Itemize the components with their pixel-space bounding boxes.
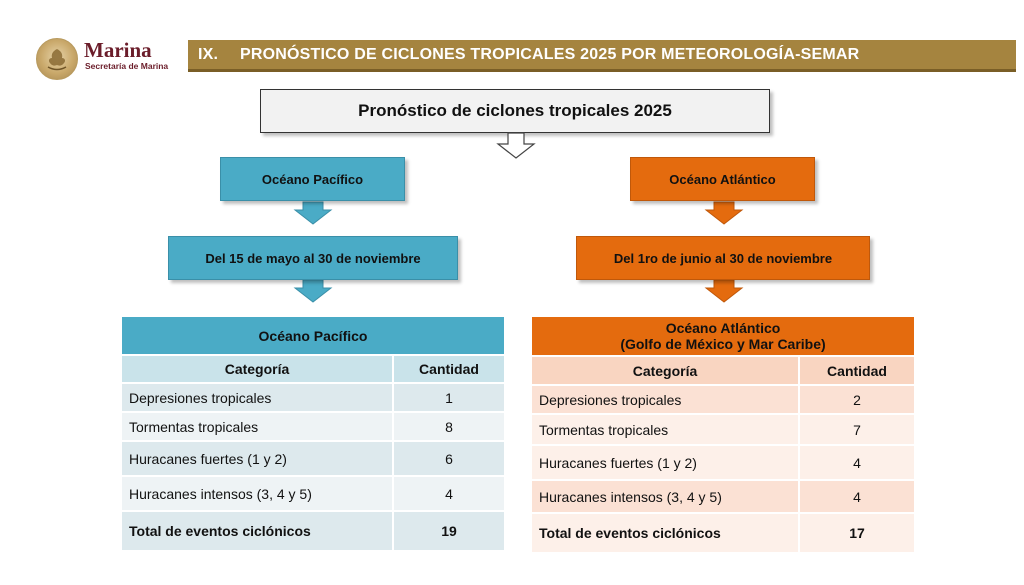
quantity-cell: 4	[800, 446, 914, 481]
atlantic-ocean-box	[630, 157, 815, 201]
atlantic-table-title	[532, 317, 914, 357]
category-cell: Huracanes intensos (3, 4 y 5)	[122, 477, 394, 512]
table-row	[122, 477, 504, 512]
down-arrow-icon	[706, 202, 742, 224]
down-arrow-icon	[295, 202, 331, 224]
down-arrow-icon	[295, 280, 331, 302]
forecast-root-label: Pronóstico de ciclones tropicales 2025	[358, 101, 672, 120]
pacific-ocean-label: Océano Pacífico	[261, 171, 364, 187]
atlantic-title-line2: (Golfo de México y Mar Caribe)	[620, 336, 826, 352]
down-arrow-icon	[498, 133, 534, 158]
total-row	[532, 514, 914, 552]
atlantic-title-line1: Océano Atlántico	[665, 320, 781, 336]
table-row	[532, 446, 914, 481]
atlantic-col-quantity: Cantidad	[800, 357, 914, 386]
pacific-period-label: Del 15 de mayo al 30 de noviembre	[205, 250, 421, 266]
atlantic-forecast-table	[532, 317, 914, 552]
section-title: PRONÓSTICO DE CICLONES TROPICALES 2025 POR METEOROLOGÍA-SEMAR	[240, 45, 860, 63]
atlantic-ocean-label: Océano Atlántico	[669, 171, 776, 187]
pacific-table-title: Océano Pacífico	[122, 317, 504, 356]
category-cell: Depresiones tropicales	[122, 384, 394, 413]
table-row	[532, 386, 914, 415]
total-label: Total de eventos ciclónicos	[122, 512, 394, 550]
category-cell: Huracanes intensos (3, 4 y 5)	[532, 481, 800, 514]
logo-title: Marina	[84, 38, 152, 62]
quantity-cell: 7	[800, 415, 914, 446]
category-cell: Tormentas tropicales	[122, 413, 394, 442]
quantity-cell: 2	[800, 386, 914, 415]
category-cell: Huracanes fuertes (1 y 2)	[532, 446, 800, 481]
pacific-forecast-table	[122, 317, 504, 550]
quantity-cell: 8	[394, 413, 504, 442]
table-row	[122, 442, 504, 477]
atlantic-period-label: Del 1ro de junio al 30 de noviembre	[613, 250, 833, 266]
quantity-cell: 6	[394, 442, 504, 477]
table-row	[532, 481, 914, 514]
total-value: 17	[800, 514, 914, 552]
category-cell: Tormentas tropicales	[532, 415, 800, 446]
quantity-cell: 1	[394, 384, 504, 413]
pacific-ocean-box	[220, 157, 405, 201]
category-cell: Depresiones tropicales	[532, 386, 800, 415]
category-cell: Huracanes fuertes (1 y 2)	[122, 442, 394, 477]
table-row	[122, 413, 504, 442]
total-row	[122, 512, 504, 550]
atlantic-col-category: Categoría	[532, 357, 800, 386]
table-row	[532, 415, 914, 446]
logo-subtitle: Secretaría de Marina	[85, 61, 169, 71]
atlantic-period-box	[576, 236, 870, 280]
pacific-col-quantity: Cantidad	[394, 356, 504, 384]
table-row	[122, 384, 504, 413]
quantity-cell: 4	[800, 481, 914, 514]
section-number: IX.	[198, 45, 219, 63]
pacific-col-category: Categoría	[122, 356, 394, 384]
total-label: Total de eventos ciclónicos	[532, 514, 800, 552]
pacific-period-box	[168, 236, 458, 280]
total-value: 19	[394, 512, 504, 550]
quantity-cell: 4	[394, 477, 504, 512]
down-arrow-icon	[706, 280, 742, 302]
